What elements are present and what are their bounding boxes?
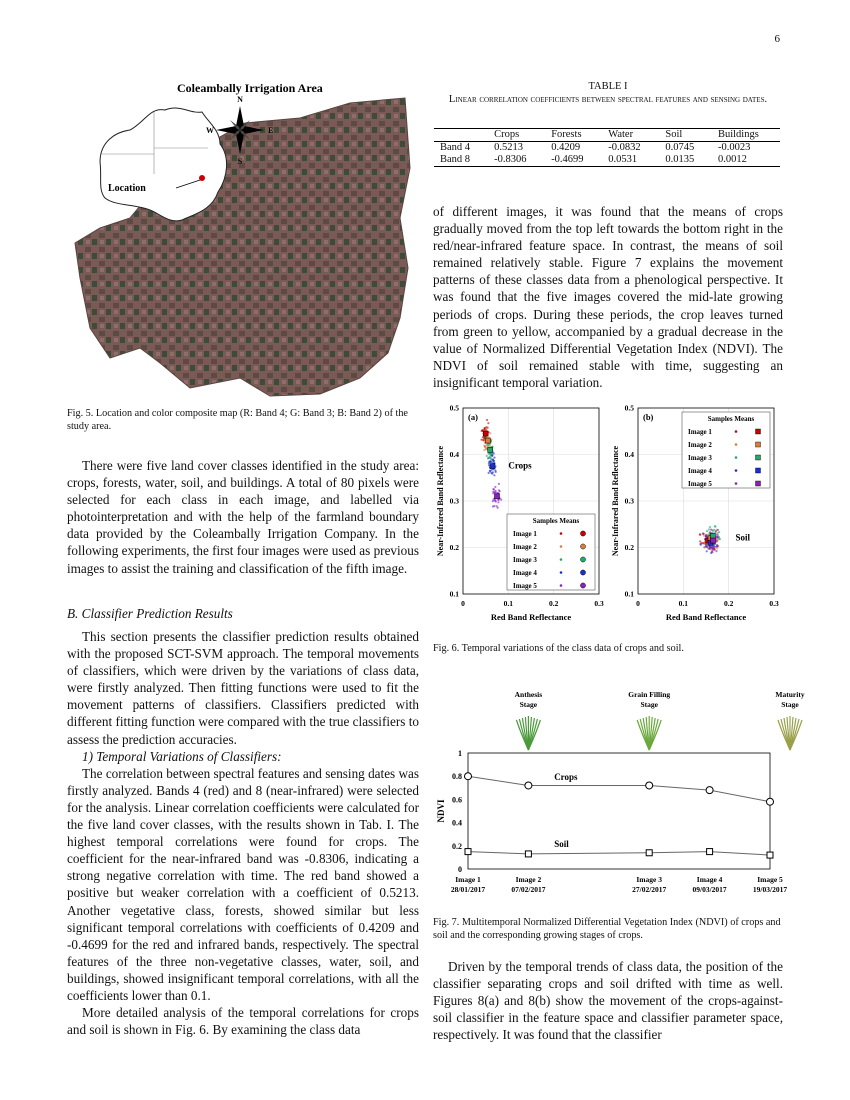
sample-point [495, 490, 497, 492]
class-annotation: Crops [508, 460, 532, 471]
sample-point [709, 546, 711, 548]
legend-mean-swatch [580, 557, 585, 562]
table-header: Water [608, 129, 634, 140]
y-tick-label: 0.4 [452, 818, 462, 828]
legend-label: Image 2 [513, 543, 537, 551]
legend-label: Image 2 [688, 441, 712, 449]
y-tick-label: 0.8 [452, 772, 462, 782]
sample-point [486, 455, 488, 457]
ndvi-point [525, 851, 531, 857]
table-header: Forests [551, 129, 582, 140]
figure-6 [433, 400, 783, 630]
x-tick-date: 28/01/2017 [450, 885, 486, 894]
table-row [434, 154, 780, 167]
legend-point-swatch [735, 482, 738, 485]
page-number: 6 [774, 33, 780, 45]
table-header: Crops [494, 129, 520, 140]
x-tick-date: 09/03/2017 [692, 885, 727, 894]
legend-point-swatch [735, 430, 738, 433]
sample-point [483, 449, 485, 451]
legend-label: Image 3 [688, 454, 712, 462]
legend-label: Image 4 [513, 569, 537, 577]
sample-point [706, 550, 708, 552]
sample-point [712, 546, 714, 548]
sample-point [716, 540, 718, 542]
x-tick-label: 0.2 [548, 599, 559, 608]
subsection-heading: 1) Temporal Variations of Classifiers: [82, 748, 282, 764]
table-cell: Band 4 [440, 142, 471, 153]
map-title: Coleambally Irrigation Area [177, 81, 323, 95]
sample-mean-marker [488, 447, 493, 452]
sample-point [706, 530, 708, 532]
sample-point [497, 507, 499, 509]
sample-point [485, 428, 487, 430]
legend-mean-swatch [756, 429, 761, 434]
table-cell: -0.4699 [551, 154, 584, 165]
legend-mean-swatch [756, 481, 761, 486]
ndvi-point [465, 849, 471, 855]
legend-point-swatch [560, 545, 563, 548]
series-label: Crops [554, 772, 578, 783]
x-tick-label: 0.1 [678, 599, 689, 608]
section-heading: B. Classifier Prediction Results [67, 606, 233, 621]
legend-box [507, 514, 595, 590]
ndvi-series-line [468, 776, 770, 802]
x-tick-label: 0 [461, 599, 465, 608]
legend-mean-swatch [756, 468, 761, 473]
paragraph: There were five land cover classes identified in the study area: crops, forests, water, soil, and buildings. A total of 80 pixels were selected for each class in each image, and labelled via photointerpretation and with the help of the farmland boundary data provided by the Coleambally Irrigation Company. In the following experiments, the first four images were used as previous images to assist the training and classification of the fifth image. [67, 458, 419, 576]
sample-mean-marker [490, 464, 495, 469]
x-axis-label: Red Band Reflectance [490, 612, 572, 622]
sample-point [718, 531, 720, 533]
growth-stage-label: Stage [781, 700, 799, 709]
y-tick-label: 1 [458, 749, 462, 758]
sample-point [489, 461, 491, 463]
sample-point [715, 530, 717, 532]
table-cell: 0.5213 [494, 142, 523, 153]
table-header-row [434, 129, 780, 142]
y-tick-label: 0.2 [624, 543, 634, 552]
left-column-2 [67, 628, 419, 1038]
table-cell: 0.0531 [608, 154, 638, 165]
sample-point [482, 436, 484, 438]
sample-point [498, 483, 500, 485]
ndvi-point [707, 849, 713, 855]
legend-mean-swatch [580, 570, 585, 575]
study-area-map [70, 78, 420, 400]
legend-mean-swatch [580, 531, 585, 536]
sample-point [703, 535, 705, 537]
legend-label: Image 4 [688, 467, 712, 475]
x-tick-label: Image 1 [455, 875, 481, 884]
sample-point [706, 546, 708, 548]
table-header: Buildings [717, 129, 759, 140]
paragraph: More detailed analysis of the temporal correlations for crops and soil is shown in Fig. 6. By examining the class data [67, 1005, 419, 1038]
sample-point [487, 444, 489, 446]
table-title: Linear correlation coefficients between spectral features and sensing dates. [448, 94, 768, 105]
legend-mean-swatch [756, 455, 761, 460]
sample-mean-marker [483, 431, 488, 436]
ndvi-point [465, 773, 472, 780]
sample-point [499, 490, 501, 492]
series-label: Soil [554, 838, 569, 849]
svg-text:N: N [237, 95, 243, 104]
paragraph: Driven by the temporal trends of class data, the position of the classifier separating crops and soil drifted with time as well. Figures 8(a) and 8(b) show the movement of the crops-against-soil classifier in the feature space and classifier parameter space, respectively. It was found that the classifier [433, 959, 783, 1043]
legend [682, 412, 770, 488]
legend-box [682, 412, 770, 488]
sample-point [483, 445, 485, 447]
sample-point [715, 546, 717, 548]
x-tick-label: Image 2 [515, 875, 542, 884]
table-row [434, 142, 780, 155]
ndvi-series-line [468, 852, 770, 855]
sample-mean-marker [495, 494, 500, 499]
sample-point [699, 533, 701, 535]
sample-point [481, 430, 483, 432]
y-tick-label: 0.3 [449, 496, 459, 506]
table-cell: 0.0745 [665, 142, 695, 153]
x-tick-date: 27/02/2017 [632, 885, 667, 894]
sample-point [713, 529, 715, 531]
ndvi-point [646, 850, 652, 856]
table-cell: 0.0135 [665, 154, 695, 165]
svg-text:E: E [268, 126, 274, 135]
y-axis-label: NDVI [436, 799, 446, 823]
paragraph: This section presents the classifier prediction results obtained with the proposed SCT-SVM approach. The temporal movements of classifiers, which were driven by the variations of class data, were firstly analyzed. Then fitting functions were used to fit the movement patterns of classifiers. Classifiers predicted with different fitting function were compared with the true classifiers to assess the prediction accuracies. [67, 629, 419, 747]
y-tick-label: 0.6 [452, 795, 462, 805]
legend-label: Image 5 [513, 582, 537, 590]
y-tick-label: 0 [458, 865, 462, 874]
scatter-panel-b [611, 404, 779, 623]
y-tick-label: 0.1 [624, 589, 634, 599]
class-annotation: Soil [735, 532, 750, 543]
sample-point [493, 457, 495, 459]
table-header: Soil [665, 129, 683, 140]
x-tick-date: 19/03/2017 [752, 885, 788, 894]
panel-label: (b) [643, 412, 654, 422]
table-cell: 0.4209 [551, 142, 581, 153]
figure-7-caption: Fig. 7. Multitemporal Normalized Differential Vegetation Index (NDVI) of crops and soil and the corresponding growing stages of crops. [433, 917, 781, 941]
sample-point [486, 419, 488, 421]
legend-mean-swatch [580, 583, 585, 588]
y-tick-label: 0.5 [624, 403, 634, 413]
sample-point [489, 432, 491, 434]
growth-stage-label: Stage [519, 700, 538, 709]
sample-point [699, 540, 701, 542]
ndvi-point [767, 852, 773, 858]
legend-point-swatch [560, 571, 563, 574]
sample-point [715, 550, 717, 552]
sample-point [710, 529, 712, 531]
y-axis-label: Near-Infrared Band Reflectance [436, 445, 445, 557]
sample-point [492, 471, 494, 473]
figure-7 [433, 686, 805, 906]
legend-point-swatch [560, 558, 563, 561]
legend-point-swatch [560, 532, 563, 535]
table-cell: -0.8306 [494, 154, 527, 165]
growth-stage-label: Stage [640, 700, 658, 709]
svg-text:W: W [206, 126, 214, 135]
sample-point [491, 454, 493, 456]
sample-point [705, 543, 707, 545]
svg-text:S: S [237, 157, 243, 166]
x-tick-label: Image 4 [696, 875, 723, 884]
sample-point [712, 548, 714, 550]
left-column [67, 457, 419, 577]
figure-7-ndvi-chart [433, 686, 805, 906]
sample-point [500, 499, 502, 501]
legend-point-swatch [735, 456, 738, 459]
table-cell: 0.0012 [717, 154, 747, 165]
x-tick-date: 07/02/2017 [511, 885, 546, 894]
sample-mean-marker [485, 438, 490, 443]
ndvi-point [706, 787, 713, 794]
sample-point [714, 526, 716, 528]
legend-point-swatch [735, 469, 738, 472]
x-tick-label: 0 [636, 599, 640, 608]
legend-mean-swatch [756, 442, 761, 447]
sample-point [719, 538, 721, 540]
sample-point [488, 464, 490, 466]
y-tick-label: 0.2 [449, 543, 459, 552]
sample-point [493, 474, 495, 476]
x-tick-label: Image 5 [757, 875, 783, 884]
sample-point [492, 488, 494, 490]
sample-point [493, 505, 495, 507]
table-cell: -0.0023 [717, 142, 751, 153]
sample-point [487, 457, 489, 459]
right-column-2 [433, 958, 783, 1043]
table-cell: -0.0832 [608, 142, 641, 153]
sample-point [700, 543, 702, 545]
y-tick-label: 0.1 [449, 589, 459, 599]
growth-stage-label: Anthesis [514, 690, 543, 699]
y-tick-label: 0.4 [624, 450, 634, 459]
right-column [433, 203, 783, 391]
x-tick-label: Image 3 [636, 875, 663, 884]
sample-point [716, 533, 718, 535]
paragraph: The correlation between spectral features and sensing dates was firstly analyzed. Bands 4 (red) and 8 (near-infrared) were selected for the analysis. Linear correlation coefficients were calculated for the five land cover classes, with the results shown in Tab. I. The highest temporal correlations were found for crops. The coefficient for the near-infrared band was -0.8306, indicating a strong negative correlation with time. The red band showed a positive but weaker correlation with a coefficient of 0.5213. Another vegetative class, forests, showed similar but less significant temporal correlations with coefficients of 0.4209 and -0.4699 for the red and infrared bands, respectively. The spectral features of the three non-vegetative classes, water, soil, and buildings, showed insignificant temporal correlations, with all the coefficients lower than 0.1. [67, 765, 419, 1003]
sample-point [497, 501, 499, 503]
legend-title: Samples Means [532, 517, 580, 525]
growth-stage-label: Maturity [775, 690, 805, 699]
sample-mean-marker [710, 533, 715, 538]
table-1 [434, 128, 780, 167]
y-tick-label: 0.4 [449, 450, 459, 459]
legend-label: Image 1 [688, 428, 712, 436]
ndvi-point [646, 782, 653, 789]
table-label: TABLE I [588, 81, 628, 92]
sample-point [480, 439, 482, 441]
sample-point [493, 452, 495, 454]
x-tick-label: 0.1 [503, 599, 514, 608]
x-axis-label: Red Band Reflectance [665, 612, 747, 622]
ndvi-point [767, 798, 774, 805]
y-tick-label: 0.3 [624, 496, 634, 506]
sample-point [709, 526, 711, 528]
legend-label: Image 5 [688, 480, 712, 488]
sample-point [494, 486, 496, 488]
sample-point [488, 472, 490, 474]
sample-point [487, 422, 489, 424]
australia-inset [100, 108, 227, 221]
plot-frame [468, 753, 770, 869]
figure-5-caption: Fig. 5. Location and color composite map (R: Band 4; G: Band 3; B: Band 2) of the study area. [67, 408, 408, 432]
sample-point [717, 529, 719, 531]
x-tick-label: 0.3 [594, 599, 604, 608]
sample-point [495, 471, 497, 473]
table-header [434, 129, 488, 142]
y-tick-label: 0.2 [452, 841, 462, 851]
sample-point [705, 534, 707, 536]
correlation-table [434, 128, 780, 167]
legend-label: Image 3 [513, 556, 537, 564]
figure-6-scatter-plots [433, 400, 783, 630]
y-axis-label: Near-Infrared Band Reflectance [611, 445, 620, 557]
figure-6-caption: Fig. 6. Temporal variations of the class data of crops and soil. [433, 643, 684, 654]
panel-label: (a) [468, 412, 478, 422]
sample-point [708, 528, 710, 530]
legend-label: Image 1 [513, 530, 537, 538]
sample-point [714, 549, 716, 551]
legend [507, 514, 595, 590]
legend-point-swatch [735, 443, 738, 446]
location-label: Location [108, 183, 146, 194]
x-tick-label: 0.2 [723, 599, 734, 608]
x-tick-label: 0.3 [769, 599, 779, 608]
sample-point [717, 537, 719, 539]
scatter-panel-a [436, 404, 604, 623]
sample-point [711, 551, 713, 553]
legend-point-swatch [560, 584, 563, 587]
legend-mean-swatch [580, 544, 585, 549]
ndvi-point [525, 782, 532, 789]
growth-stage-label: Grain Filling [628, 690, 671, 699]
wheat-plant-icon [516, 716, 540, 750]
sample-point [710, 548, 712, 550]
sample-mean-marker [710, 538, 715, 543]
y-tick-label: 0.5 [449, 403, 459, 413]
wheat-plant-icon [778, 716, 802, 750]
legend-title: Samples Means [707, 415, 755, 423]
table-cell: Band 8 [440, 154, 471, 165]
figure-5 [70, 78, 420, 400]
paragraph: of different images, it was found that the means of crops gradually moved from the top left towards the bottom right in the red/near-infrared feature space. In contrast, the means of soil remained relatively stable. Figure 7 explains the movement patterns of these classes data from a phenological perspective. It was found that the five images covered the mid-late growing periods of crops. During these periods, the crop leaves turned from green to yellow, accompanied by a gradual decrease in the value of Normalized Differential Vegetation Index (NDVI). The NDVI of soil remained stable with time, suggesting an insignificant temporal variation. [433, 204, 783, 390]
wheat-plant-icon [637, 716, 661, 750]
sample-point [702, 533, 704, 535]
